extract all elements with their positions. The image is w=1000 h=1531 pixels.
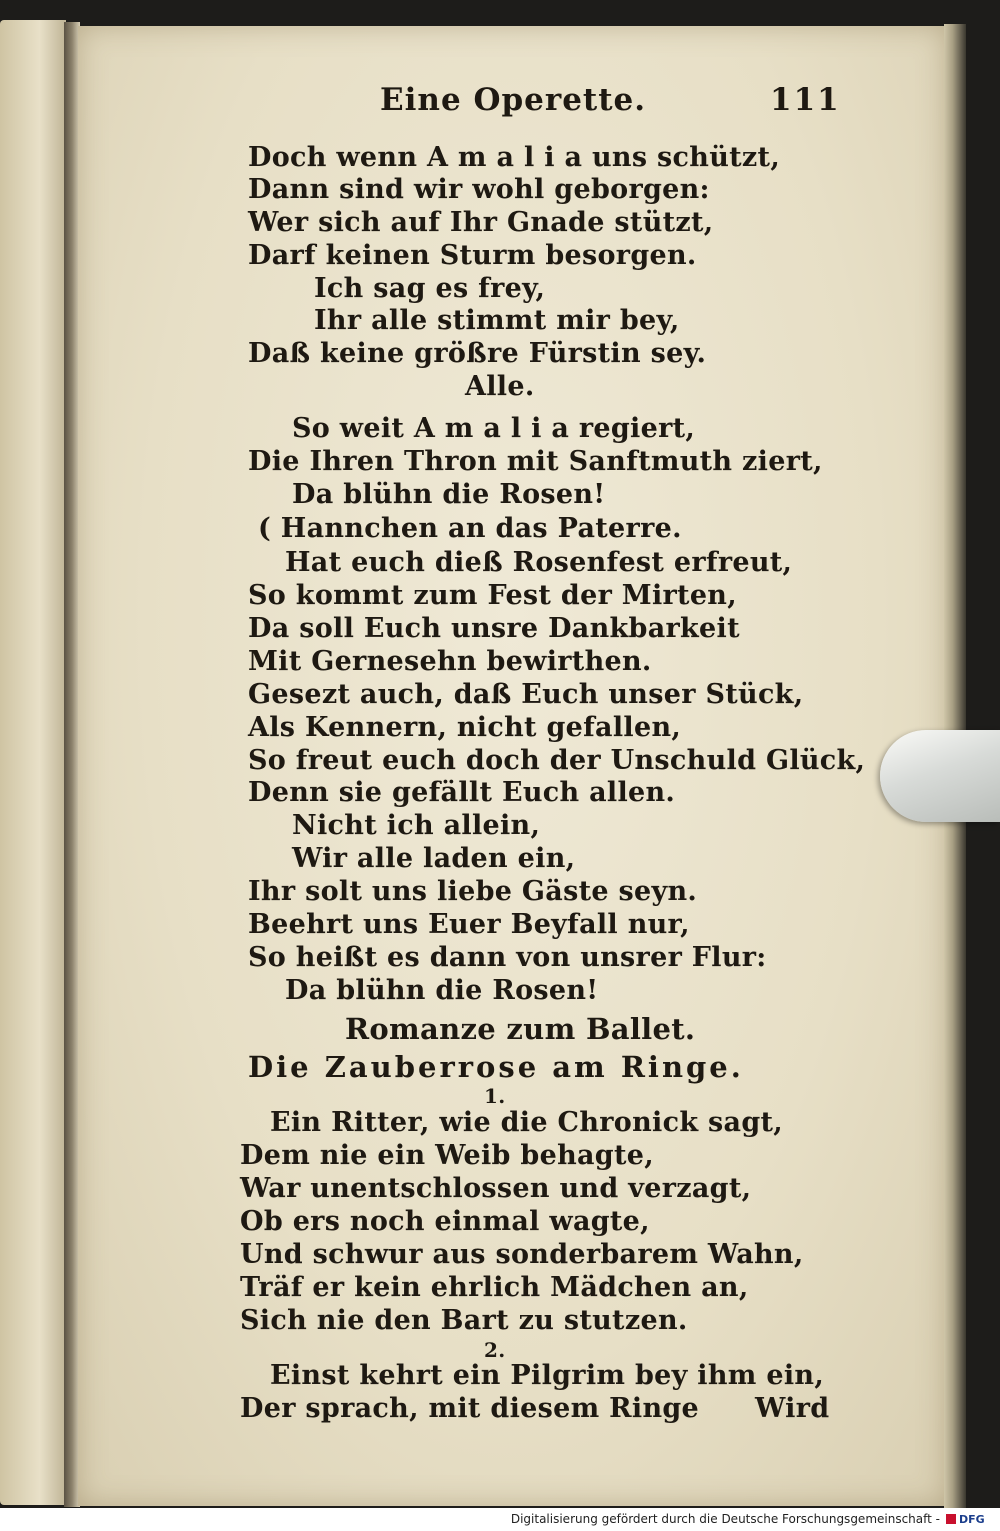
text-line: Ob ers noch einmal wagte,	[240, 1206, 650, 1237]
stage-direction: ( Hannchen an das Paterre.	[258, 513, 682, 544]
text-line: Als Kennern, nicht gefallen,	[248, 712, 682, 743]
text-line: War unentschlossen und verzagt,	[240, 1173, 752, 1204]
digitization-footer	[0, 1508, 1000, 1531]
text-line: So heißt es dann von unsrer Flur:	[248, 942, 767, 973]
text-line: Ihr solt uns liebe Gäste seyn.	[248, 876, 698, 907]
funding-credit: Digitalisierung gefördert durch die Deutsche Forschungsgemeinschaft -	[510, 1512, 940, 1526]
text-line: Sich nie den Bart zu stutzen.	[240, 1305, 688, 1336]
text-line: Mit Gernesehn bewirthen.	[248, 646, 652, 677]
catchword: Wird	[755, 1393, 830, 1424]
stanza-number: 2.	[484, 1338, 506, 1362]
text-line: Wer sich auf Ihr Gnade stützt,	[248, 207, 714, 238]
text-line: Wir alle laden ein,	[292, 843, 576, 874]
page-number: 111	[770, 82, 841, 118]
text-line: Ihr alle stimmt mir bey,	[314, 305, 680, 336]
text-line: Dem nie ein Weib behagte,	[240, 1140, 654, 1171]
dfg-logo	[946, 1511, 992, 1527]
dfg-logo-mark-icon	[946, 1514, 956, 1524]
text-line: Darf keinen Sturm besorgen.	[248, 240, 697, 271]
text-line: Doch wenn A m a l i a uns schützt,	[248, 142, 781, 173]
text-line: So freut euch doch der Unschuld Glück,	[248, 745, 866, 776]
text-line: Hat euch dieß Rosenfest erfreut,	[285, 547, 793, 578]
text-line: Nicht ich allein,	[292, 810, 541, 841]
speaker-label: Alle.	[465, 371, 535, 402]
section-heading: Romanze zum Ballet.	[345, 1012, 696, 1046]
stanza-number: 1.	[484, 1084, 506, 1108]
text-line: Dann sind wir wohl geborgen:	[248, 174, 710, 205]
text-line: Daß keine größre Fürstin sey.	[248, 338, 707, 369]
running-title: Eine Operette.	[380, 82, 647, 118]
dfg-logo-text: DFG	[959, 1512, 985, 1526]
text-line: Denn sie gefällt Euch allen.	[248, 777, 676, 808]
text-line: Und schwur aus sonderbarem Wahn,	[240, 1239, 804, 1270]
text-line: Die Ihren Thron mit Sanftmuth ziert,	[248, 446, 823, 477]
text-line: So weit A m a l i a regiert,	[292, 413, 696, 444]
text-line: Ich sag es frey,	[314, 273, 546, 304]
text-line: Beehrt uns Euer Beyfall nur,	[248, 909, 690, 940]
text-line: Da soll Euch unsre Dankbarkeit	[248, 613, 740, 644]
text-line: Einst kehrt ein Pilgrim bey ihm ein,	[270, 1360, 825, 1391]
text-line: Da blühn die Rosen!	[285, 975, 599, 1006]
text-line: Der sprach, mit diesem Ringe	[240, 1393, 700, 1424]
text-line: So kommt zum Fest der Mirten,	[248, 580, 737, 611]
text-line: Träf er kein ehrlich Mädchen an,	[240, 1272, 749, 1303]
text-line: Ein Ritter, wie die Chronick sagt,	[270, 1107, 783, 1138]
text-line: Da blühn die Rosen!	[292, 479, 606, 510]
text-line: Gesezt auch, daß Euch unser Stück,	[248, 679, 804, 710]
section-subheading: Die Zauberrose am Ringe.	[248, 1050, 744, 1084]
facing-page-edge	[0, 20, 66, 1505]
page-clip	[880, 730, 1000, 822]
